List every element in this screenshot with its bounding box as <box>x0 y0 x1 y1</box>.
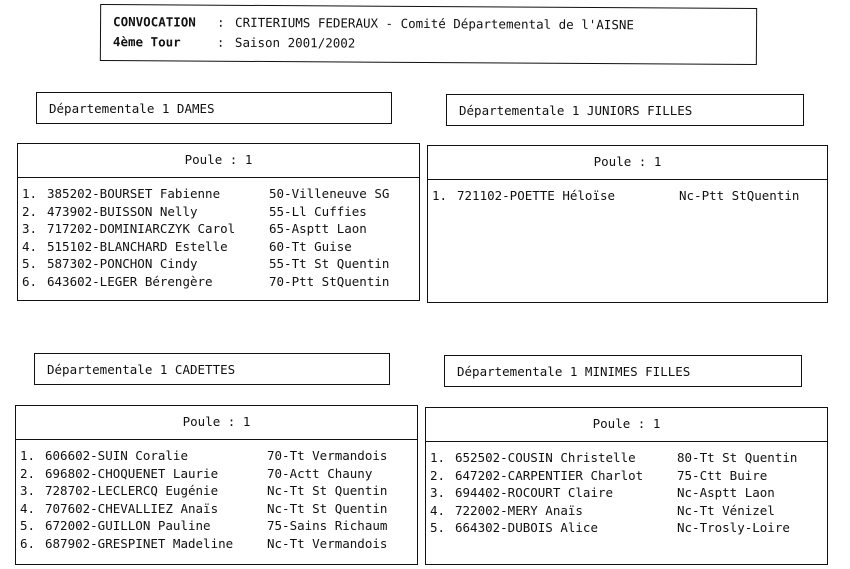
player-club: Nc-Tt St Quentin <box>267 483 388 499</box>
poule-label: Poule : 1 <box>182 414 251 429</box>
player-row <box>20 500 415 518</box>
player-name: 664302-DUBOIS Alice <box>455 520 598 536</box>
player-name: 728702-LECLERCQ Eugénie <box>45 483 219 499</box>
player-name: 652502-COUSIN Christelle <box>455 450 636 465</box>
divider <box>426 441 827 442</box>
section-title-juniors <box>446 94 804 126</box>
competition-title: CRITERIUMS FEDERAUX - Comité Départemental de l'AISNE <box>235 14 634 33</box>
player-club: 55-Ll Cuffies <box>269 203 367 219</box>
player-row <box>432 187 825 205</box>
player-row <box>430 502 825 520</box>
divider <box>16 439 417 440</box>
player-number: 4. <box>20 500 36 516</box>
poule-label: Poule : 1 <box>593 154 662 169</box>
player-name: 587302-PONCHON Cindy <box>47 256 198 272</box>
player-club: 75-Sains Richaum <box>267 518 388 534</box>
section-title-text: Départementale 1 CADETTES <box>47 362 236 377</box>
player-number: 2. <box>430 467 446 483</box>
player-number: 6. <box>22 273 38 289</box>
convocation-header <box>100 4 757 65</box>
player-list <box>20 447 415 553</box>
player-list <box>430 449 825 537</box>
player-row <box>22 220 417 238</box>
poule-label: Poule : 1 <box>184 152 253 167</box>
player-name: 647202-CARPENTIER Charlot <box>455 467 644 483</box>
player-number: 3. <box>20 483 36 499</box>
player-row <box>430 467 825 485</box>
group-box-minimes <box>425 407 828 565</box>
tour-label: 4ème Tour <box>112 34 181 50</box>
player-row <box>22 255 417 273</box>
player-row <box>430 449 825 467</box>
player-name: 687902-GRESPINET Madeline <box>45 535 234 551</box>
player-name: 672002-GUILLON Pauline <box>45 518 211 534</box>
section-title-text: Départementale 1 DAMES <box>49 101 215 116</box>
player-number: 6. <box>20 535 36 551</box>
player-list <box>432 187 825 205</box>
player-number: 3. <box>430 485 446 501</box>
player-club: Nc-Ptt StQuentin <box>679 188 800 203</box>
divider <box>18 177 419 178</box>
player-club: 70-Tt Vermandois <box>267 448 388 463</box>
section-title-cadettes <box>34 353 390 385</box>
player-number: 5. <box>22 256 38 272</box>
player-row <box>20 447 415 465</box>
header-line-1 <box>113 14 634 32</box>
header-separator: : <box>216 34 225 50</box>
player-row <box>20 465 415 483</box>
player-club: 75-Ctt Buire <box>677 467 768 483</box>
section-title-text: Départementale 1 MINIMES FILLES <box>457 364 691 379</box>
player-row <box>430 519 825 537</box>
player-number: 1. <box>22 186 38 201</box>
divider <box>428 179 827 180</box>
player-number: 1. <box>432 188 448 203</box>
player-list <box>22 185 417 291</box>
player-name: 717202-DOMINIARCZYK Carol <box>47 221 236 237</box>
player-number: 1. <box>430 450 446 465</box>
player-row <box>20 535 415 553</box>
player-number: 1. <box>20 448 36 463</box>
player-row <box>22 203 417 221</box>
header-separator: : <box>217 14 225 30</box>
player-row <box>20 482 415 500</box>
player-number: 2. <box>22 203 38 219</box>
header-line-2 <box>113 34 356 50</box>
convocation-label: CONVOCATION <box>113 14 196 30</box>
player-number: 4. <box>430 502 446 518</box>
player-number: 5. <box>20 518 36 534</box>
player-name: 707602-CHEVALLIEZ Anaïs <box>45 500 219 516</box>
player-club: 80-Tt St Quentin <box>677 450 798 465</box>
player-name: 722002-MERY Anaïs <box>455 502 583 518</box>
poule-label: Poule : 1 <box>592 416 661 431</box>
player-club: 60-Tt Guise <box>269 238 352 254</box>
player-number: 4. <box>22 238 38 254</box>
player-name: 515102-BLANCHARD Estelle <box>47 238 228 254</box>
group-box-juniors <box>427 145 828 303</box>
player-name: 696802-CHOQUENET Laurie <box>45 465 219 481</box>
player-club: 70-Actt Chauny <box>267 465 373 481</box>
player-row <box>430 484 825 502</box>
section-title-minimes <box>444 355 802 387</box>
season-text: Saison 2001/2002 <box>234 34 356 51</box>
player-club: 55-Tt St Quentin <box>269 256 390 272</box>
player-name: 473902-BUISSON Nelly <box>47 203 198 219</box>
player-row <box>22 238 417 256</box>
player-name: 643602-LEGER Bérengère <box>47 273 213 289</box>
player-club: Nc-Asptt Laon <box>677 485 775 501</box>
group-box-dames <box>17 143 420 301</box>
player-number: 5. <box>430 520 446 536</box>
player-name: 385202-BOURSET Fabienne <box>47 186 221 201</box>
player-name: 721102-POETTE Héloïse <box>457 188 616 203</box>
player-row <box>22 273 417 291</box>
player-name: 694402-ROCOURT Claire <box>455 485 614 501</box>
player-name: 606602-SUIN Coralie <box>45 448 188 463</box>
player-row <box>20 517 415 535</box>
player-club: Nc-Tt Vénizel <box>677 502 775 518</box>
player-row <box>22 185 417 203</box>
section-title-text: Départementale 1 JUNIORS FILLES <box>459 103 693 118</box>
player-club: 50-Villeneuve SG <box>269 186 390 201</box>
player-club: 65-Asptt Laon <box>269 221 367 237</box>
player-club: Nc-Trosly-Loire <box>677 520 790 536</box>
section-title-dames <box>36 92 392 124</box>
player-club: Nc-Tt St Quentin <box>267 500 388 516</box>
player-number: 3. <box>22 221 38 237</box>
player-club: 70-Ptt StQuentin <box>269 273 390 289</box>
player-club: Nc-Tt Vermandois <box>267 535 388 551</box>
group-box-cadettes <box>15 405 418 565</box>
player-number: 2. <box>20 465 36 481</box>
